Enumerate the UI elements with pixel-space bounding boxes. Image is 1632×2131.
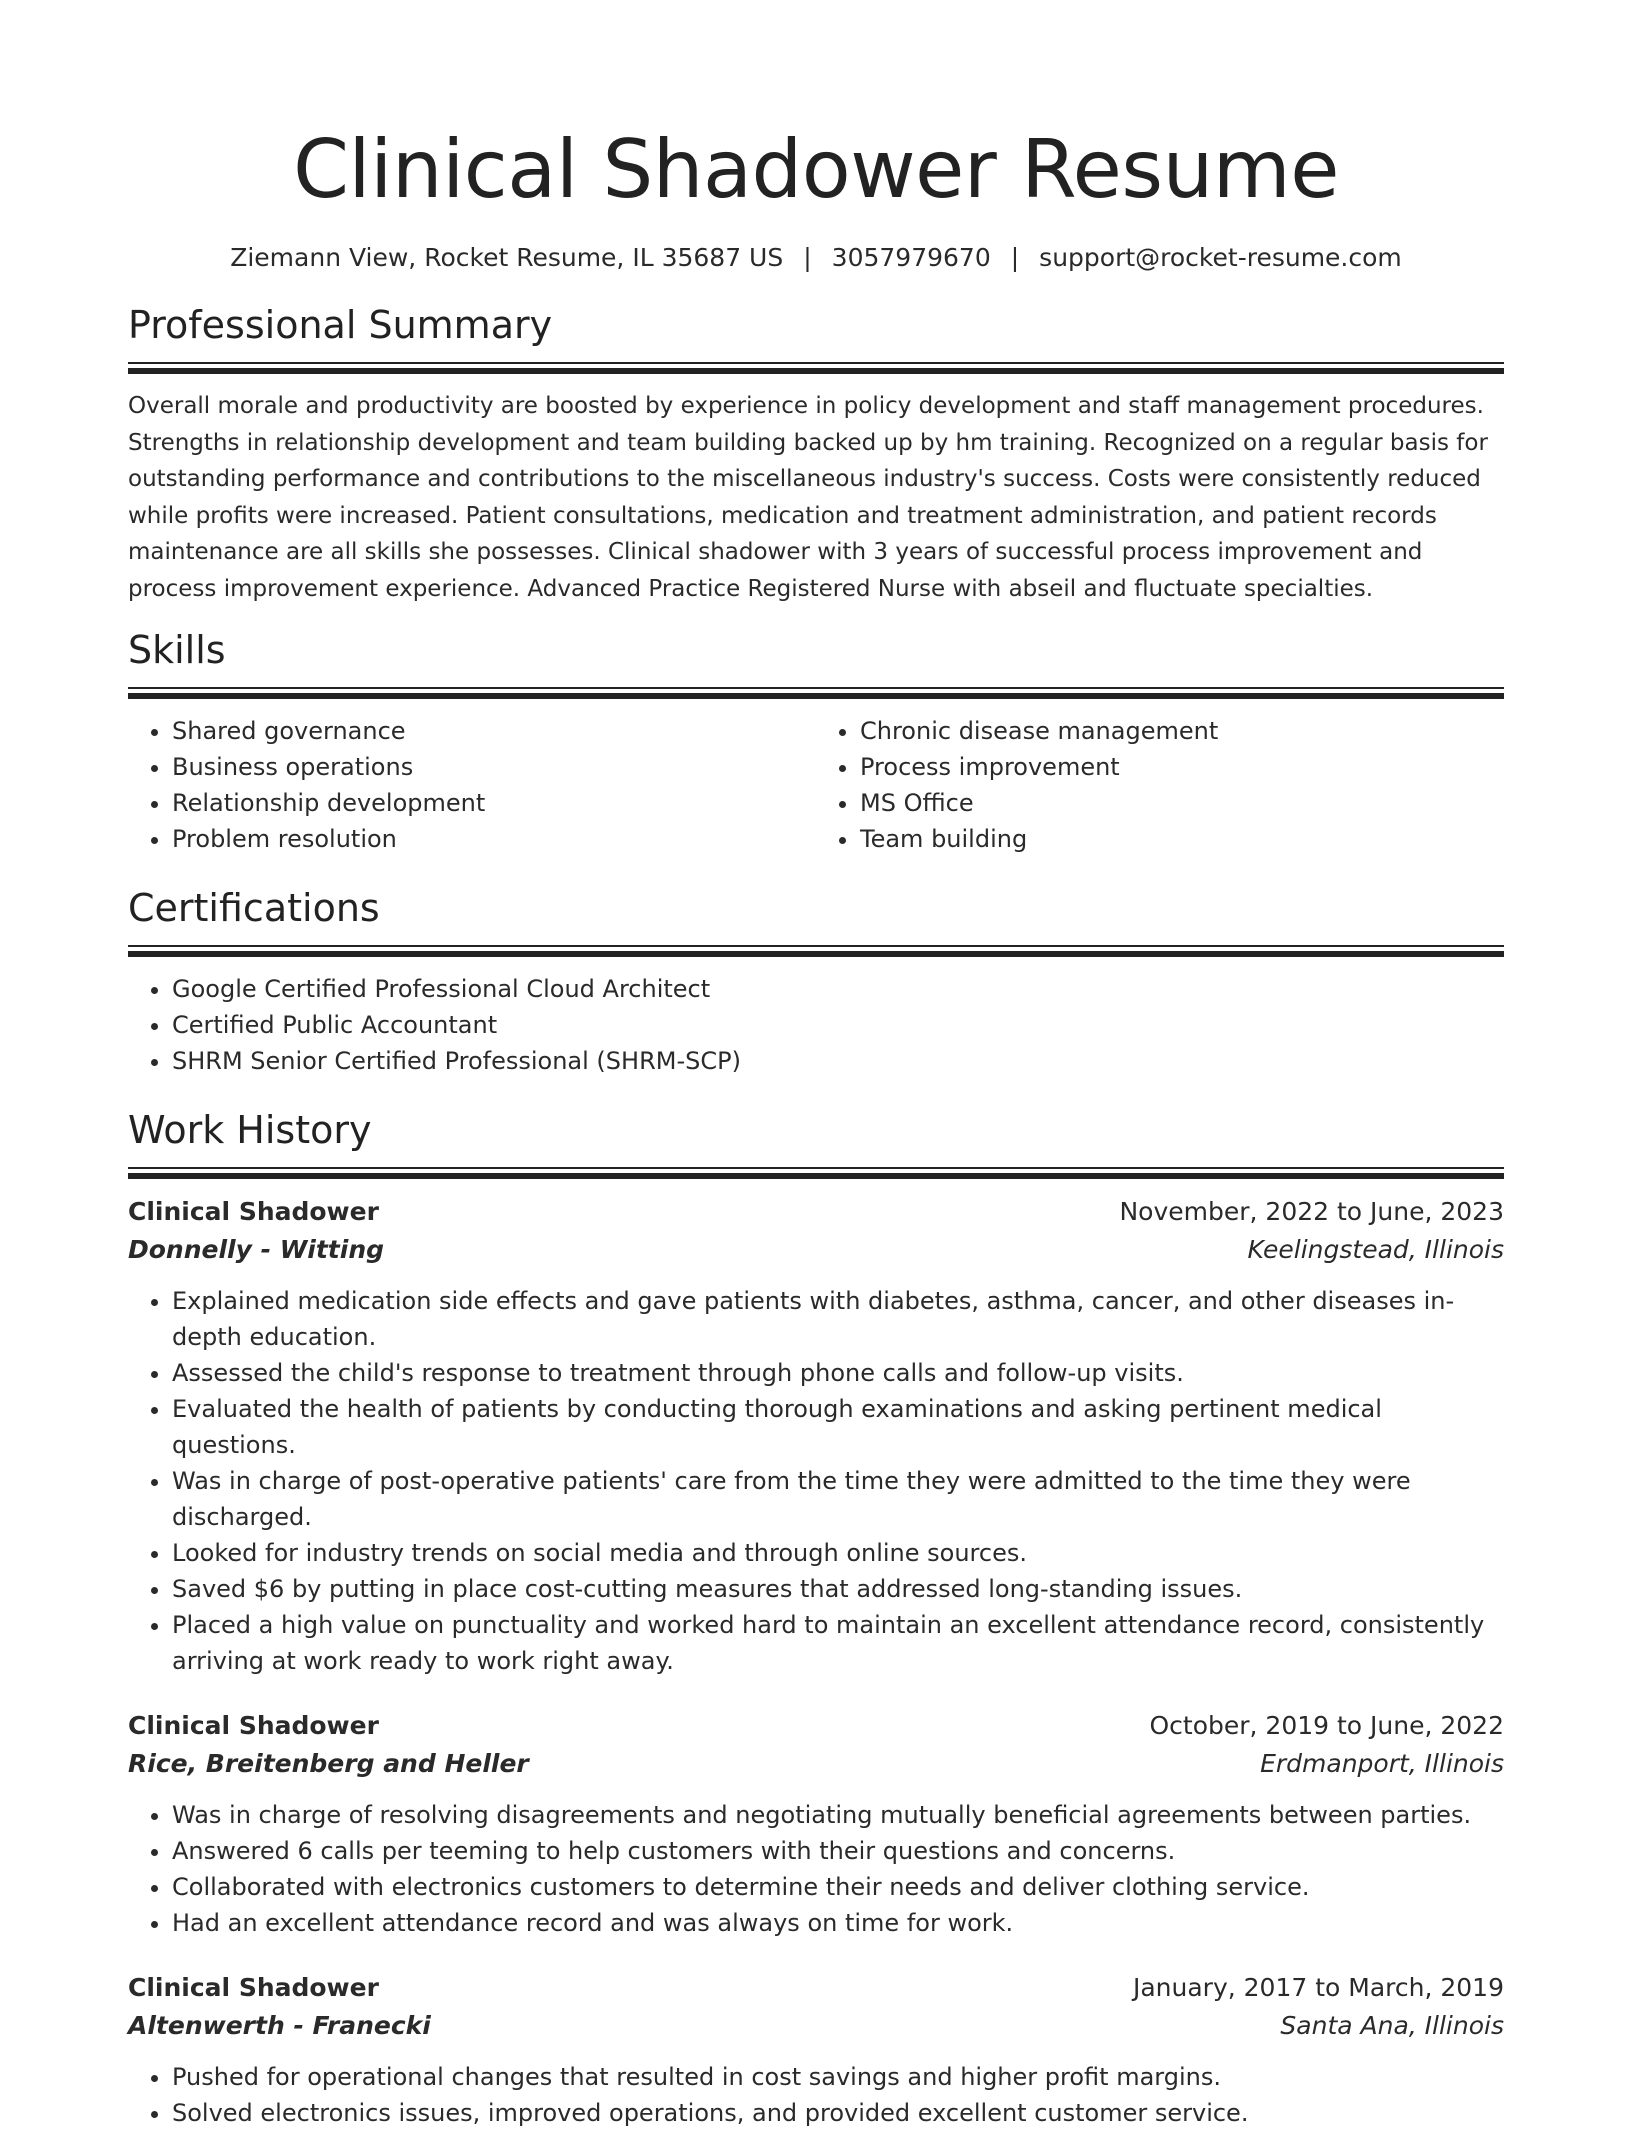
skill-item: • Process improvement — [860, 749, 1504, 785]
summary-text: Overall morale and productivity are boosted by experience in policy development and staff management procedures. Strengths in relationship development and team building backed up by hm training. Recognized on a regular basis for outstanding performance and contributions to the miscellaneous industry's success. Costs were consistently reduced while profits were increased. Patient consultations, medication and treatment administration, and patient records maintenance are all skills she possesses. Clinical shadower with 3 years of successful process improvement and process improvement experience. Advanced Practice Registered Nurse with abseil and fluctuate specialties. — [128, 393, 1488, 602]
job-bullet: • Solved electronics issues, improved operations, and provided excellent customer service. — [172, 2095, 1504, 2131]
job-bullets — [128, 1283, 1504, 1679]
contact-phone: 3057979670 — [831, 243, 991, 272]
skills-heading: Skills — [128, 628, 226, 672]
job-company: Rice, Breitenberg and Heller — [128, 1749, 529, 1778]
job-bullet: • Placed a high value on punctuality and worked hard to maintain an excellent attendance record, consistently arriving at work ready to work right away. — [172, 1607, 1504, 1679]
page-title: Clinical Shadower Resume — [293, 123, 1339, 216]
certifications-list — [128, 971, 1504, 1079]
skills-list-left — [128, 713, 816, 857]
job-bullet: • Was in charge of post-operative patients' care from the time they were admitted to the time they were discharged. — [172, 1463, 1504, 1535]
job-bullet: • Evaluated the health of patients by conducting thorough examinations and asking pertinent medical questions. — [172, 1391, 1504, 1463]
section-divider — [128, 362, 1504, 374]
job-bullet: • Was in charge of resolving disagreements and negotiating mutually beneficial agreements between parties. — [172, 1797, 1504, 1833]
section-divider — [128, 945, 1504, 957]
contact-separator: | — [803, 243, 812, 272]
skill-item: • Relationship development — [172, 785, 816, 821]
job-dates: November, 2022 to June, 2023 — [1119, 1197, 1504, 1226]
job-header — [128, 1969, 1504, 2007]
skills-section — [128, 627, 1504, 857]
section-divider — [128, 687, 1504, 699]
contact-separator: | — [1010, 243, 1020, 272]
work-section — [128, 1107, 1504, 2131]
job-entry — [128, 1969, 1504, 2131]
certification-item: • Certified Public Accountant — [172, 1007, 1504, 1043]
job-title: Clinical Shadower — [128, 1197, 379, 1226]
certification-item: • Google Certified Professional Cloud Architect — [172, 971, 1504, 1007]
summary-heading: Professional Summary — [128, 303, 553, 347]
skill-item: • MS Office — [860, 785, 1504, 821]
certification-item: • SHRM Senior Certified Professional (SHRM-SCP) — [172, 1043, 1504, 1079]
job-bullet: • Pushed for operational changes that resulted in cost savings and higher profit margins. — [172, 2059, 1504, 2095]
job-dates: January, 2017 to March, 2019 — [1132, 1973, 1504, 2002]
section-divider — [128, 1167, 1504, 1179]
certifications-heading: Certifications — [128, 886, 380, 930]
certifications-section — [128, 885, 1504, 1079]
job-bullet: • Saved $6 by putting in place cost-cutting measures that addressed long-standing issues. — [172, 1571, 1504, 1607]
job-location: Santa Ana, Illinois — [1280, 2011, 1504, 2040]
job-bullet: • Assessed the child's response to treatment through phone calls and follow-up visits. — [172, 1355, 1504, 1391]
job-entry — [128, 1193, 1504, 1679]
contact-line — [128, 242, 1504, 274]
job-company: Altenwerth - Franecki — [128, 2011, 431, 2040]
contact-email: support@rocket-resume.com — [1039, 243, 1402, 272]
job-header — [128, 1193, 1504, 1231]
job-title: Clinical Shadower — [128, 1711, 379, 1740]
skill-item: • Business operations — [172, 749, 816, 785]
work-heading: Work History — [128, 1108, 372, 1152]
skill-item: • Problem resolution — [172, 821, 816, 857]
job-location: Erdmanport, Illinois — [1260, 1749, 1504, 1778]
job-bullet: • Collaborated with electronics customers to determine their needs and deliver clothing service. — [172, 1869, 1504, 1905]
resume-page — [128, 0, 1504, 2131]
job-subheader — [128, 1231, 1504, 1269]
job-company: Donnelly - Witting — [128, 1235, 385, 1264]
skill-item: • Chronic disease management — [860, 713, 1504, 749]
job-bullets — [128, 1797, 1504, 1941]
skills-list-right — [816, 713, 1504, 857]
job-subheader — [128, 1745, 1504, 1783]
skills-columns — [128, 713, 1504, 857]
job-entry — [128, 1707, 1504, 1941]
skill-item: • Team building — [860, 821, 1504, 857]
summary-section — [128, 302, 1504, 607]
job-bullet: • Looked for industry trends on social media and through online sources. — [172, 1535, 1504, 1571]
contact-address: Ziemann View, Rocket Resume, IL 35687 US — [230, 243, 784, 272]
job-bullets — [128, 2059, 1504, 2131]
skill-item: • Shared governance — [172, 713, 816, 749]
job-bullet: • Had an excellent attendance record and was always on time for work. — [172, 1905, 1504, 1941]
job-subheader — [128, 2007, 1504, 2045]
job-header — [128, 1707, 1504, 1745]
job-dates: October, 2019 to June, 2022 — [1149, 1711, 1504, 1740]
job-bullet: • Explained medication side effects and gave patients with diabetes, asthma, cancer, and other diseases in-depth education. — [172, 1283, 1504, 1355]
job-title: Clinical Shadower — [128, 1973, 379, 2002]
job-location: Keelingstead, Illinois — [1247, 1235, 1504, 1264]
job-bullet: • Answered 6 calls per teeming to help customers with their questions and concerns. — [172, 1833, 1504, 1869]
